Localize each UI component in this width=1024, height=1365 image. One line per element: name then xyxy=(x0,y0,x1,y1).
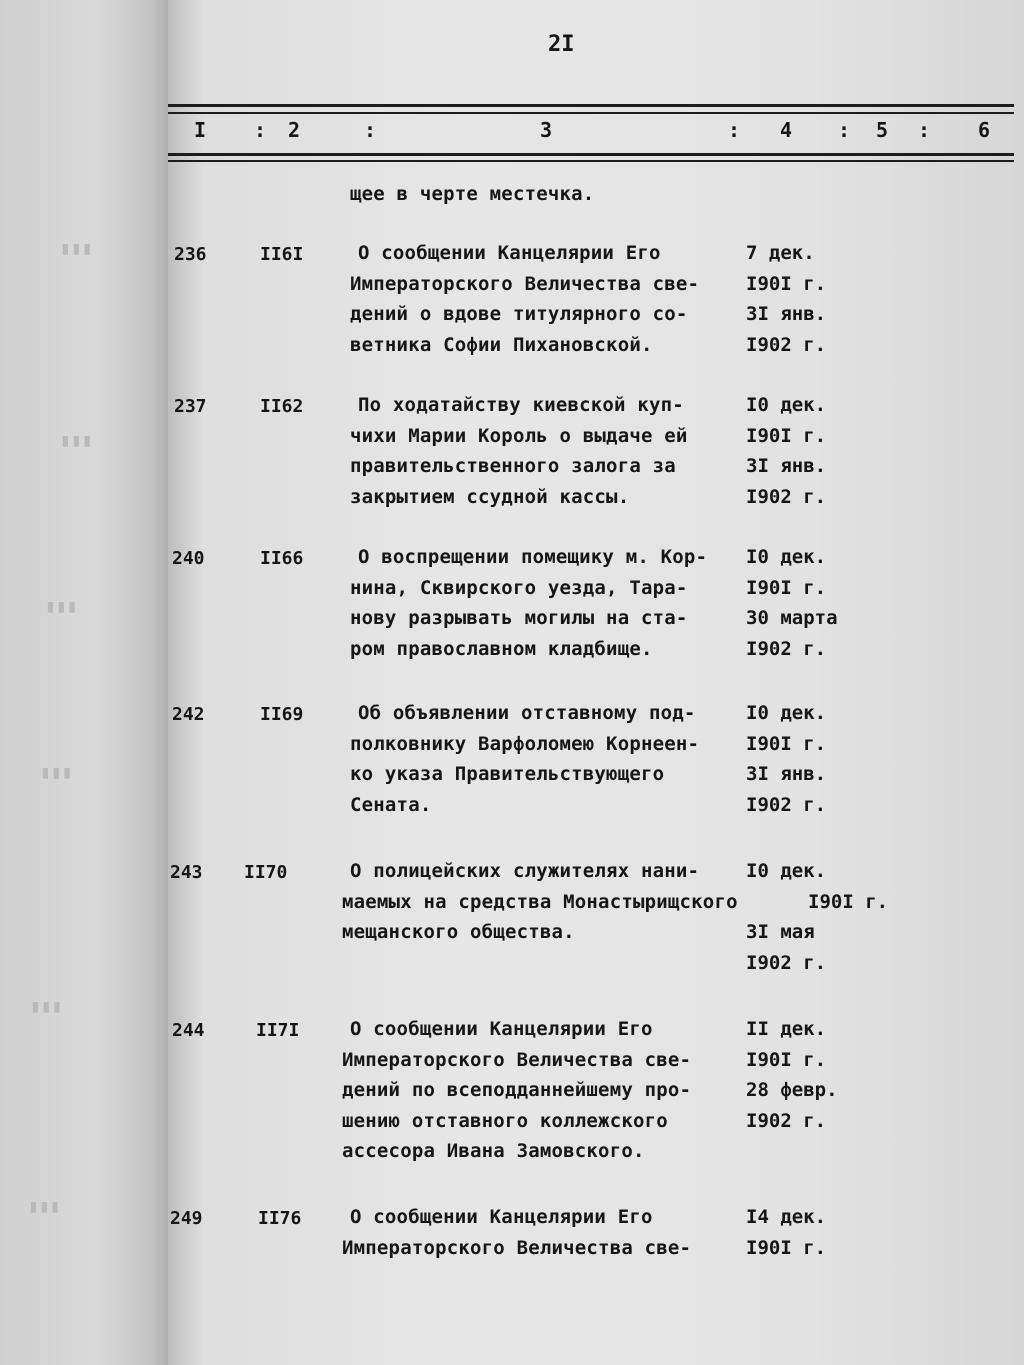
entry-number: 249 xyxy=(170,1208,203,1229)
entry-description-line: О сообщении Канцелярии Его xyxy=(358,242,661,264)
document-page xyxy=(168,0,1024,1365)
column-separator: : xyxy=(918,118,931,142)
entry-description-line: ветника Софии Пихановской. xyxy=(350,333,653,356)
header-rule-bottom xyxy=(168,153,1014,156)
entry-description-line: дений по всеподданнейшему про- xyxy=(342,1079,692,1101)
entry-description-line: О полицейских служителях нани- xyxy=(350,860,700,882)
entry-date: I902 г. xyxy=(746,637,827,660)
entry-description-line: Императорского Величества све- xyxy=(342,1048,692,1071)
entry-date: 7 дек. xyxy=(746,242,815,264)
entry-file-number: II6I xyxy=(260,244,304,265)
entry-date: 3I янв. xyxy=(746,303,827,325)
entry-date: 3I янв. xyxy=(746,763,827,785)
entry-date: I0 дек. xyxy=(746,546,827,568)
entry-description-line: ко указа Правительствующего xyxy=(350,763,665,785)
column-header-1: I xyxy=(194,118,207,142)
entry-number: 243 xyxy=(170,862,203,883)
entry-file-number: II70 xyxy=(244,862,288,883)
entry-file-number: II69 xyxy=(260,704,304,725)
entry-date: 3I янв. xyxy=(746,455,827,477)
entry-date: I902 г. xyxy=(746,1109,827,1132)
column-header-2: 2 xyxy=(288,118,301,142)
entry-date: II дек. xyxy=(746,1018,827,1040)
entry-date: I902 г. xyxy=(746,333,827,356)
entry-file-number: II7I xyxy=(256,1020,300,1041)
continuation-line: щее в черте местечка. xyxy=(350,183,595,205)
entry-date: 3I мая xyxy=(746,921,815,943)
entry-date: 28 февр. xyxy=(746,1079,838,1101)
header-rule-top xyxy=(168,104,1014,107)
entry-number: 242 xyxy=(172,704,205,725)
bleed-through-mark: ▮▮▮ xyxy=(30,996,63,1017)
column-header-4: 4 xyxy=(780,118,793,142)
entry-description-line: Сената. xyxy=(350,793,432,816)
column-header-row xyxy=(168,118,1024,148)
entry-description-line: О сообщении Канцелярии Его xyxy=(350,1206,653,1228)
entry-description-line: полковнику Варфоломею Корнеен- xyxy=(350,732,700,755)
entry-date: I902 г. xyxy=(746,793,827,816)
entry-description-line: О сообщении Канцелярии Его xyxy=(350,1018,653,1040)
entry-description-line: мещанского общества. xyxy=(342,921,575,943)
entry-description-line: ассесора Ивана Замовского. xyxy=(342,1140,645,1162)
header-rule-top-thin xyxy=(168,112,1014,114)
left-page-edge xyxy=(0,0,172,1365)
entry-date: I90I г. xyxy=(746,272,827,295)
entry-date: I0 дек. xyxy=(746,860,827,882)
entry-date: I90I г. xyxy=(808,890,889,913)
entry-description-line: По ходатайству киевской куп- xyxy=(358,394,684,416)
bleed-through-mark: ▮▮▮ xyxy=(45,596,78,617)
entry-date: I90I г. xyxy=(746,1236,827,1259)
entry-number: 236 xyxy=(174,244,207,265)
entry-description-line: нову разрывать могилы на ста- xyxy=(350,607,688,629)
column-separator: : xyxy=(728,118,741,142)
entry-description-line: чихи Марии Король о выдаче ей xyxy=(350,424,688,447)
entry-date: I0 дек. xyxy=(746,394,827,416)
entry-description-line: нина, Сквирского уезда, Тара- xyxy=(350,576,688,599)
entry-date: I0 дек. xyxy=(746,702,827,724)
entry-date: 30 марта xyxy=(746,607,838,629)
entry-description-line: закрытием ссудной кассы. xyxy=(350,485,630,508)
column-separator: : xyxy=(364,118,377,142)
column-header-5: 5 xyxy=(876,118,889,142)
bleed-through-mark: ▮▮▮ xyxy=(28,1196,61,1217)
entry-date: I90I г. xyxy=(746,1048,827,1071)
page-number: 2I xyxy=(548,32,575,57)
entry-date: I90I г. xyxy=(746,424,827,447)
entry-description-line: Об объявлении отставному под- xyxy=(358,702,696,724)
column-separator: : xyxy=(254,118,267,142)
bleed-through-mark: ▮▮▮ xyxy=(60,238,93,259)
entry-file-number: II66 xyxy=(260,548,304,569)
bleed-through-mark: ▮▮▮ xyxy=(40,762,73,783)
column-header-3: 3 xyxy=(540,118,553,142)
entry-file-number: II62 xyxy=(260,396,304,417)
entry-number: 244 xyxy=(172,1020,205,1041)
entry-date: I90I г. xyxy=(746,732,827,755)
entry-description-line: правительственного залога за xyxy=(350,455,676,477)
bleed-through-mark: ▮▮▮ xyxy=(60,430,93,451)
entry-description-line: Императорского Величества све- xyxy=(350,272,700,295)
entry-description-line: О воспрещении помещику м. Кор- xyxy=(358,546,708,568)
entry-description-line: дений о вдове титулярного со- xyxy=(350,303,688,325)
entry-number: 240 xyxy=(172,548,205,569)
entry-date: I902 г. xyxy=(746,951,827,974)
column-header-6: 6 xyxy=(978,118,991,142)
entry-date: I90I г. xyxy=(746,576,827,599)
column-separator: : xyxy=(838,118,851,142)
entry-file-number: II76 xyxy=(258,1208,302,1229)
entry-date: I4 дек. xyxy=(746,1206,827,1228)
entry-description-line: маемых на средства Монастырищского xyxy=(342,890,738,913)
header-rule-bottom-thin xyxy=(168,160,1014,162)
entry-description-line: шению отставного коллежского xyxy=(342,1109,668,1132)
entry-number: 237 xyxy=(174,396,207,417)
entry-date: I902 г. xyxy=(746,485,827,508)
entry-description-line: Императорского Величества све- xyxy=(342,1236,692,1259)
entry-description-line: ром православном кладбище. xyxy=(350,637,653,660)
